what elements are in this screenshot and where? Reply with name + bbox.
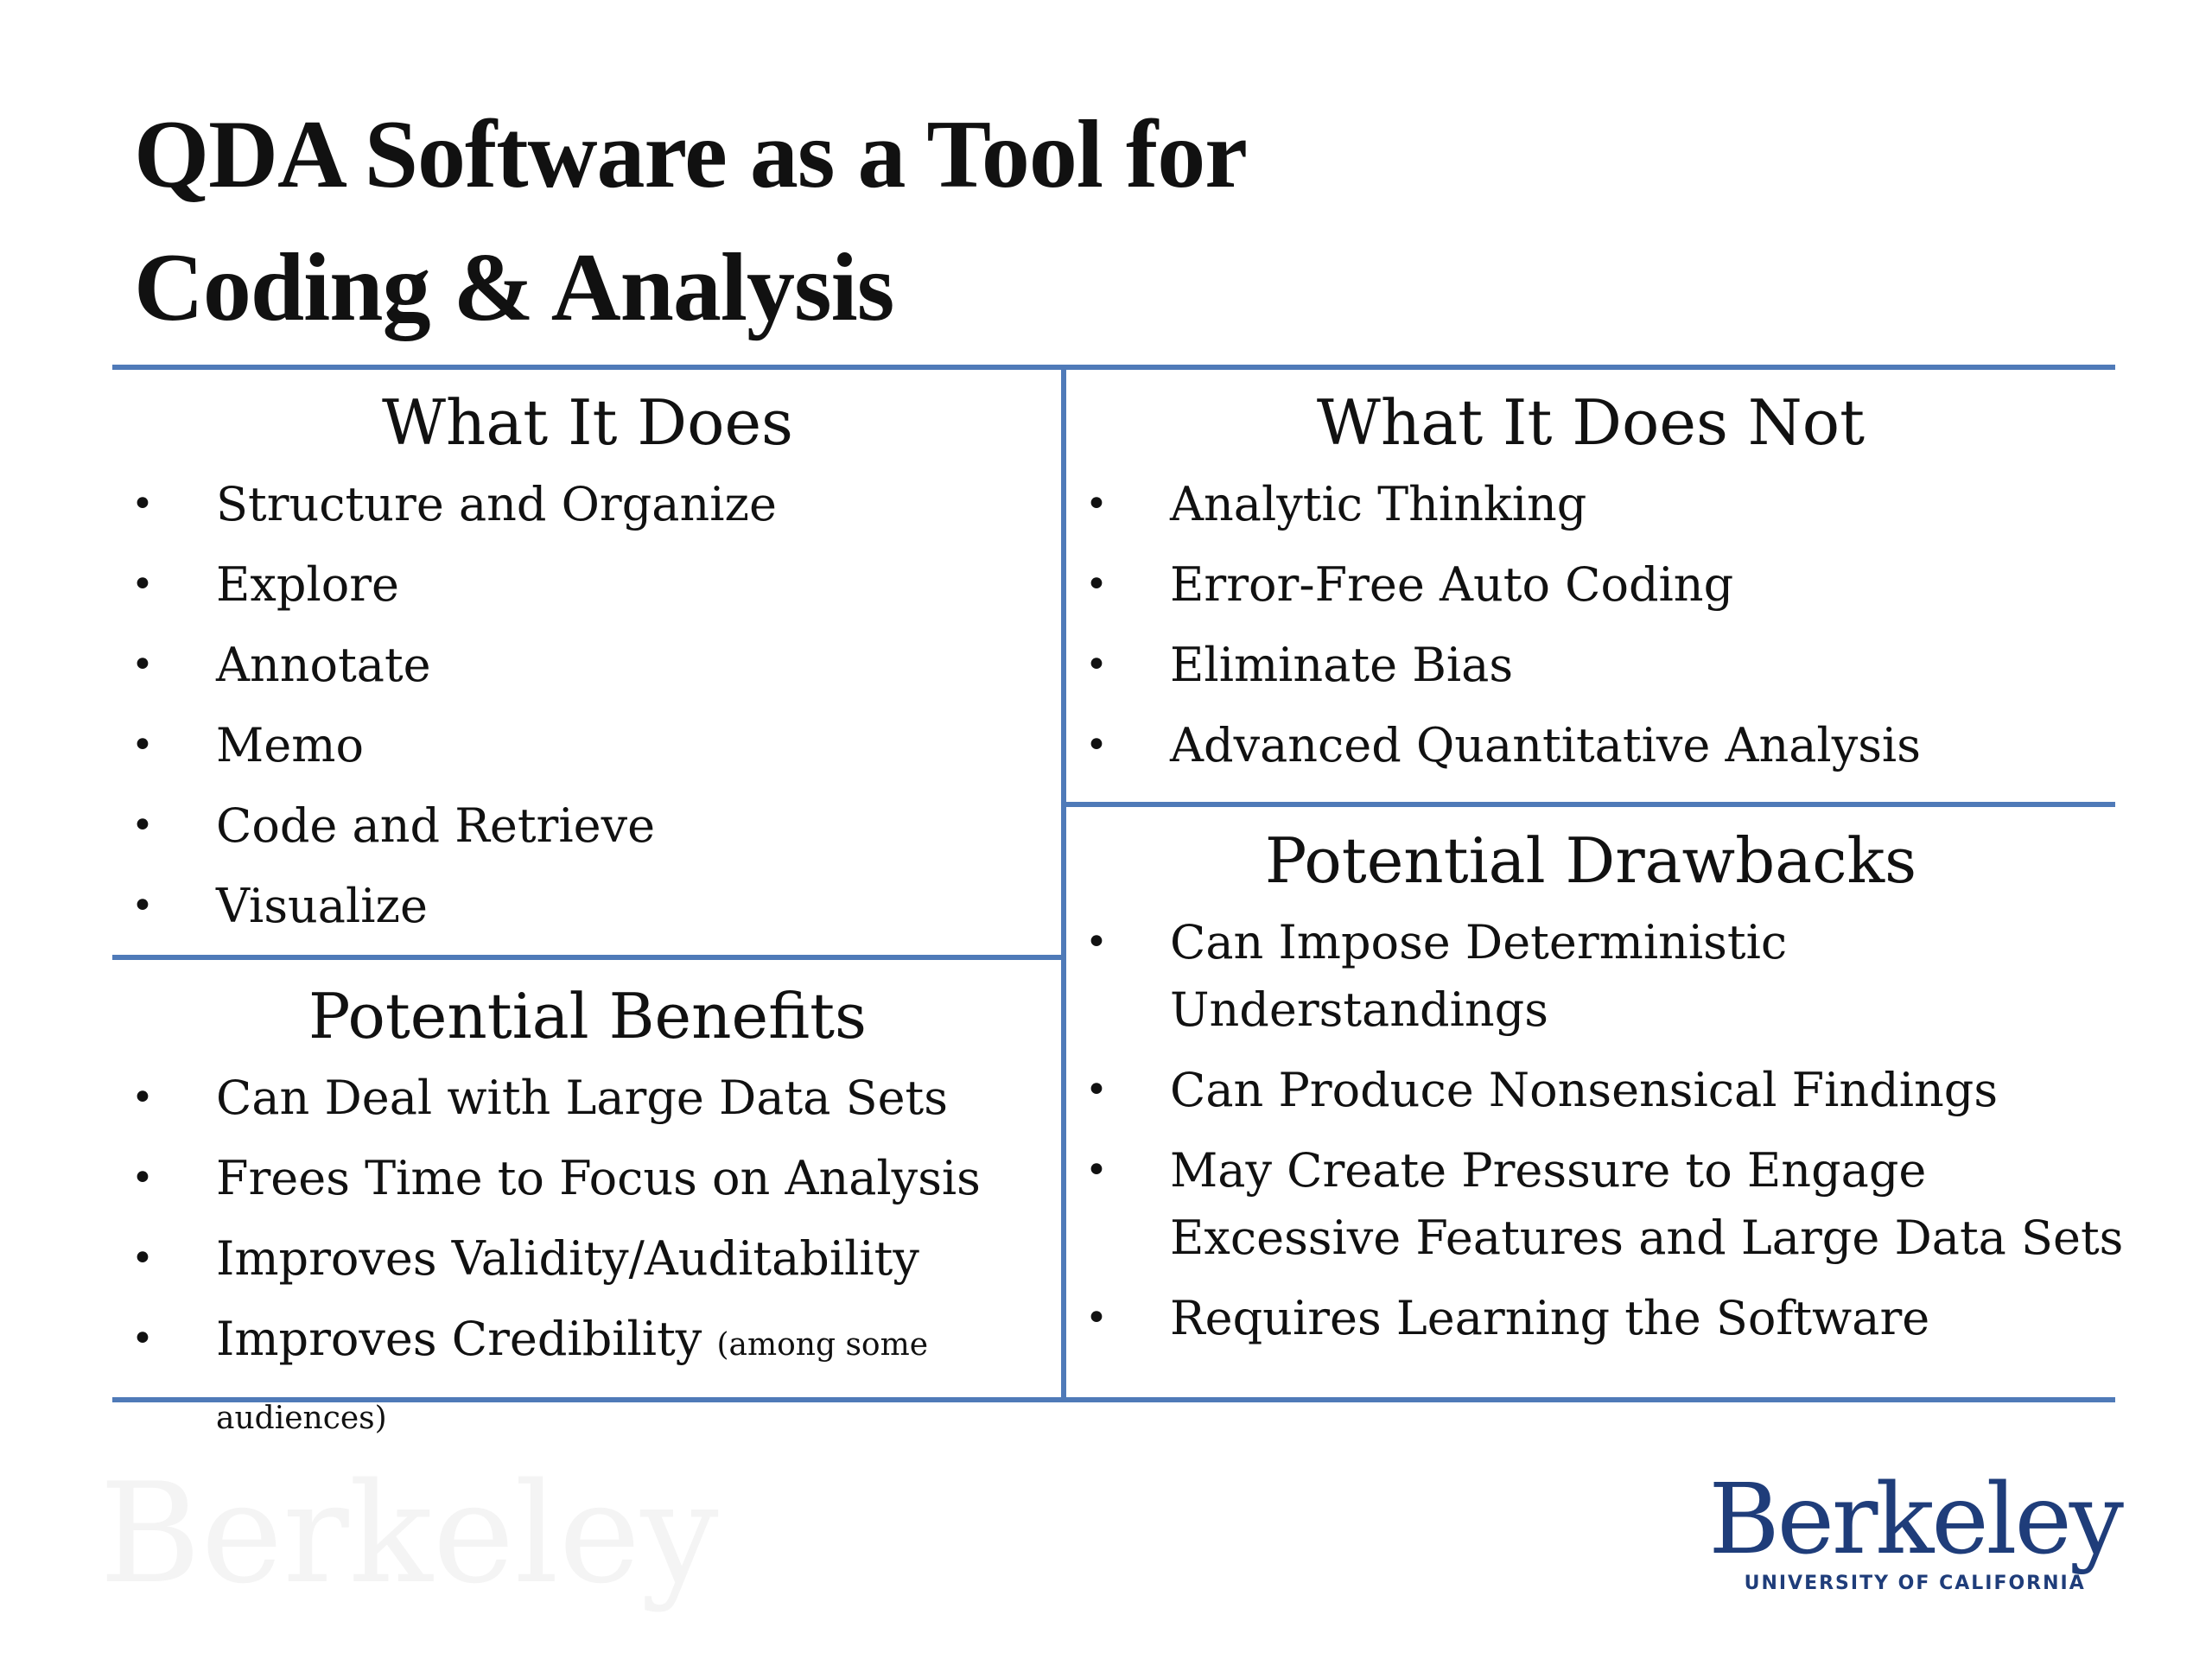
list-item: • May Create Pressure to Engage Excessive Features and Large Data Sets: [1066, 1137, 2129, 1272]
panel-heading: Potential Drawbacks: [1264, 824, 1917, 897]
list-item: • Requires Learning the Software: [1066, 1285, 2115, 1352]
list-item: • Frees Time to Focus on Analysis: [112, 1145, 1063, 1212]
list-item-note: (among some audiences): [216, 1327, 929, 1436]
bullet-icon: •: [1085, 1068, 1108, 1112]
bullet-icon: •: [131, 482, 154, 526]
bullet-list: [112, 1065, 1063, 1452]
bullet-icon: •: [131, 1156, 154, 1200]
list-item: • Visualize: [112, 873, 1063, 940]
bullet-icon: •: [1085, 1296, 1108, 1340]
list-item: • Annotate: [112, 632, 1063, 699]
list-item: • Can Deal with Large Data Sets: [112, 1065, 1063, 1132]
berkeley-logo: [1708, 1464, 2121, 1597]
logo-wordmark: Berkeley: [1708, 1464, 2121, 1576]
list-item: • Improves Validity/Auditability: [112, 1225, 1063, 1293]
bullet-icon: •: [131, 884, 154, 928]
list-item: • Analytic Thinking: [1066, 471, 2115, 538]
bullet-list: [112, 471, 1063, 940]
bullet-icon: •: [1085, 563, 1108, 607]
list-item: • Improves Credibility (among some audiences): [112, 1306, 1063, 1452]
watermark-logo: Berkeley: [99, 1452, 719, 1614]
bullet-icon: •: [131, 643, 154, 687]
list-item: • Eliminate Bias: [1066, 632, 2115, 699]
panel-heading: What It Does: [381, 386, 793, 459]
bullet-icon: •: [131, 1076, 154, 1120]
panel-potential-drawbacks: [1066, 821, 2124, 1365]
right-mid-rule: [1063, 802, 2115, 807]
list-item: • Structure and Organize: [112, 471, 1063, 538]
slide-title: [134, 88, 1603, 354]
list-item: • Error-Free Auto Coding: [1066, 551, 2115, 619]
panel-heading: Potential Benefits: [308, 980, 867, 1052]
list-item: • Advanced Quantitative Analysis: [1066, 712, 2115, 779]
bullet-icon: •: [1085, 723, 1108, 767]
panel-heading: What It Does Not: [1316, 386, 1866, 459]
list-item: • Code and Retrieve: [112, 792, 1063, 860]
bullet-icon: •: [1085, 1148, 1108, 1192]
slide-title-line-1: QDA Software as a Tool for: [134, 101, 1247, 208]
bullet-icon: •: [1085, 643, 1108, 687]
list-item: • Memo: [112, 712, 1063, 779]
panel-what-it-does: [112, 383, 1063, 953]
bullet-icon: •: [1085, 482, 1108, 526]
list-item: • Can Produce Nonsensical Findings: [1066, 1057, 2115, 1124]
bullet-icon: •: [131, 1317, 154, 1361]
bullet-icon: •: [131, 723, 154, 767]
list-item: • Explore: [112, 551, 1063, 619]
top-rule: [112, 365, 2115, 370]
panel-what-it-does-not: [1066, 383, 2115, 792]
slide-title-line-2: Coding & Analysis: [134, 234, 894, 341]
list-item: • Can Impose Deterministic Understandings: [1066, 909, 1827, 1044]
bullet-icon: •: [131, 804, 154, 848]
panel-potential-benefits: [112, 976, 1063, 1465]
left-mid-rule: [112, 955, 1063, 960]
bullet-icon: •: [131, 1236, 154, 1281]
logo-tagline: UNIVERSITY OF CALIFORNIA: [1744, 1573, 2086, 1594]
bullet-icon: •: [1085, 920, 1108, 964]
bullet-icon: •: [131, 563, 154, 607]
bullet-list: [1066, 909, 2124, 1352]
bullet-list: [1066, 471, 2115, 779]
